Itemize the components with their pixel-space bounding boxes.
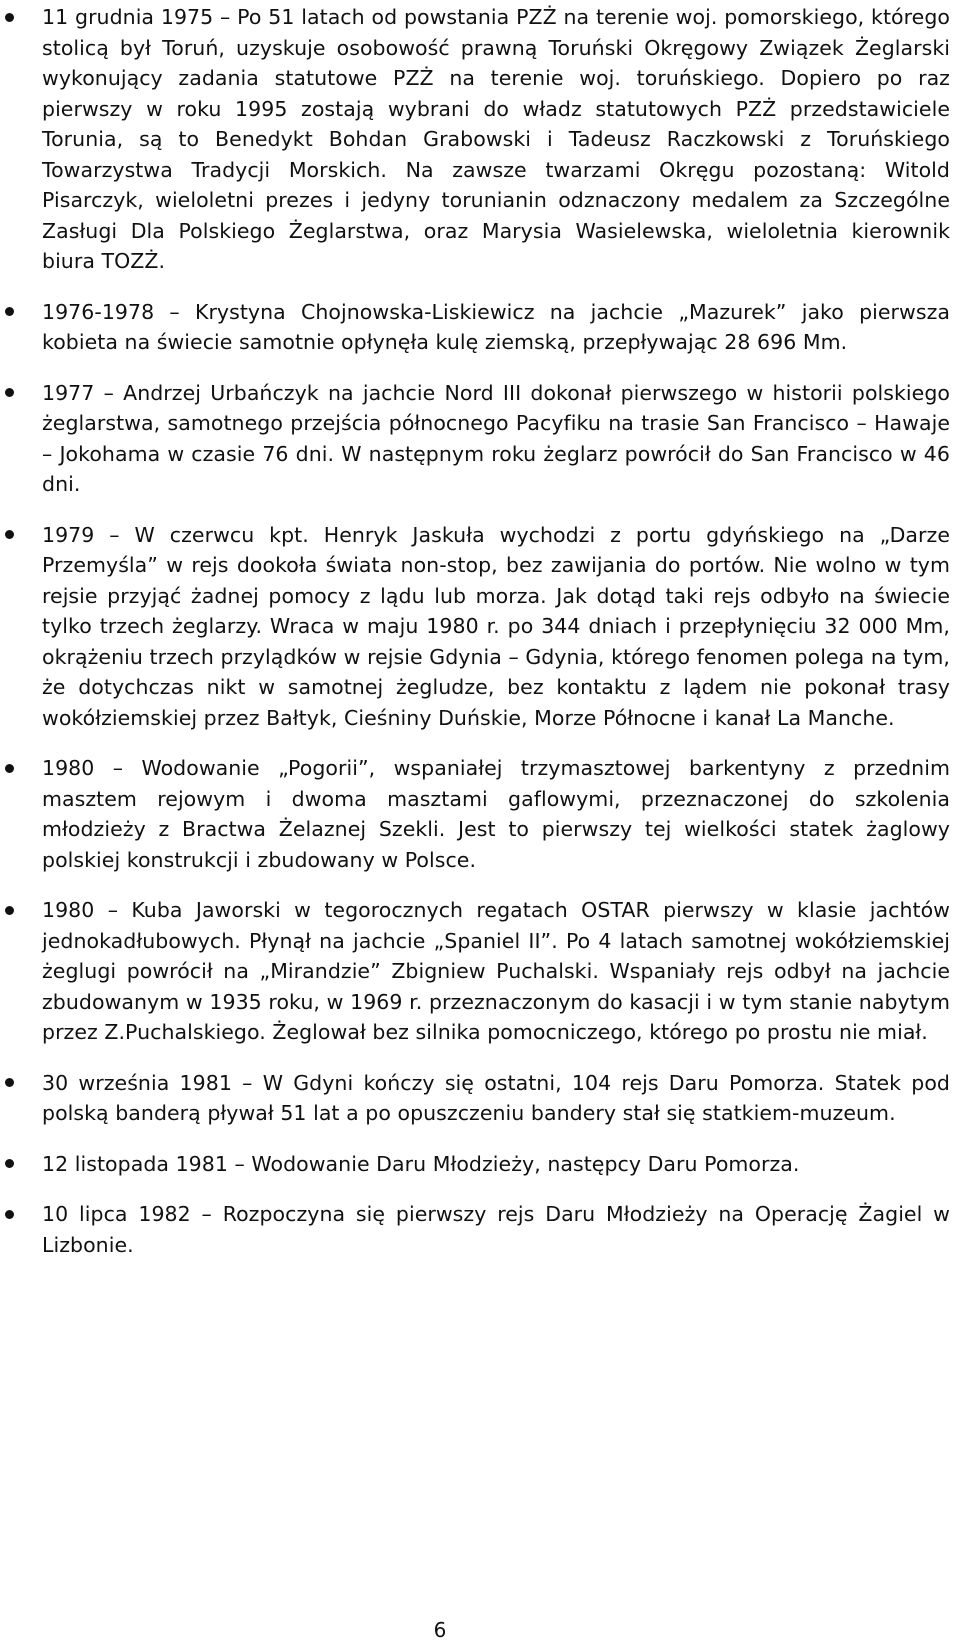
- entry-text: 1980 – Wodowanie „Pogorii”, wspaniałej trzymasztowej barkentyny z przednim masztem rejowym i dwoma masztami gaflowymi, przeznaczonej do szkolenia młodzieży z Bractwa Żelaznej Szekli. Jest to pierwszy tej wielkości statek żaglowy polskiej konstrukcji i zbudowany w Polsce.: [42, 756, 950, 872]
- list-item: [0, 1149, 960, 1180]
- entry-text: 1979 – W czerwcu kpt. Henryk Jaskuła wychodzi z portu gdyńskiego na „Darze Przemyśla” w rejs dookoła świata non-stop, bez zawijania do portów. Nie wolno w tym rejsie przyjąć żadnej pomocy z lądu lub morza. Jak dotąd taki rejs odbyło na świecie tylko trzech żeglarzy. Wraca w maju 1980 r. po 344 dniach i przepłynięciu 32 000 Mm, okrążeniu trzech przylądków w rejsie Gdynia – Gdynia, którego fenomen polega na tym, że dotychczas nikt w samotnej żegludze, bez kontaktu z lądem nie pokonał trasy wokółziemskiej przez Bałtyk, Cieśniny Duńskie, Morze Północne i kanał La Manche.: [42, 522, 950, 730]
- list-item: [0, 2, 960, 277]
- list-item: [0, 753, 960, 875]
- bullet-icon: [2, 2, 16, 33]
- bullet-icon: [2, 297, 16, 328]
- entry-text: 1976-1978 – Krystyna Chojnowska-Liskiewicz na jachcie „Mazurek” jako pierwsza kobieta na świecie samotnie opłynęła kulę ziemską, przepływając 28 696 Mm.: [42, 299, 950, 354]
- entry-text: 1980 – Kuba Jaworski w tegorocznych regatach OSTAR pierwszy w klasie jachtów jednokadłubowych. Płynął na jachcie „Spaniel II”. Po 4 latach samotnej wokółziemskiej żeglugi powrócił na „Mirandzie” Zbigniew Puchalski. Wspaniały rejs odbył na jachcie zbudowanym w 1935 roku, w 1969 r. przeznaczonym do kasacji i w tym stanie nabytym przez Z.Puchalskiego. Żeglował bez silnika pomocniczego, którego po prostu nie miał.: [42, 898, 950, 1044]
- list-item: [0, 378, 960, 500]
- entry-text: 10 lipca 1982 – Rozpoczyna się pierwszy rejs Daru Młodzieży na Operację Żagiel w Lizbonie.: [42, 1202, 950, 1257]
- bullet-icon: [2, 520, 16, 551]
- entry-text: 12 listopada 1981 – Wodowanie Daru Młodzieży, następcy Daru Pomorza.: [42, 1151, 800, 1176]
- list-item: [0, 1199, 960, 1260]
- entry-text: 30 września 1981 – W Gdyni kończy się ostatni, 104 rejs Daru Pomorza. Statek pod polską banderą pływał 51 lat a po opuszczeniu bandery stał się statkiem-muzeum.: [42, 1070, 950, 1125]
- chronology-list: [0, 2, 960, 1280]
- list-item: [0, 895, 960, 1048]
- entry-text: 11 grudnia 1975 – Po 51 latach od powstania PZŻ na terenie woj. pomorskiego, którego stolicą był Toruń, uzyskuje osobowość prawną Toruński Okręgowy Związek Żeglarski wykonujący zadania statutowe PZŻ na terenie woj. toruńskiego. Dopiero po raz pierwszy w roku 1995 zostają wybrani do władz statutowych PZŻ przedstawiciele Torunia, są to Benedykt Bohdan Grabowski i Tadeusz Raczkowski z Toruńskiego Towarzystwa Tradycji Morskich. Na zawsze twarzami Okręgu pozostaną: Witold Pisarczyk, wieloletni prezes i jedyny torunianin odznaczony medalem za Szczególne Zasługi Dla Polskiego Żeglarstwa, oraz Marysia Wasielewska, wieloletnia kierownik biura TOZŻ.: [42, 5, 950, 273]
- bullet-icon: [2, 378, 16, 409]
- list-item: [0, 520, 960, 734]
- bullet-icon: [2, 1199, 16, 1230]
- list-item: [0, 297, 960, 358]
- entry-text: 1977 – Andrzej Urbańczyk na jachcie Nord III dokonał pierwszego w historii polskiego żeglarstwa, samotnego przejścia północnego Pacyfiku na trasie San Francisco – Hawaje – Jokohama w czasie 76 dni. W następnym roku żeglarz powrócił do San Francisco w 46 dni.: [42, 380, 950, 496]
- bullet-icon: [2, 753, 16, 784]
- list-item: [0, 1068, 960, 1129]
- bullet-icon: [2, 1068, 16, 1099]
- page-number: 6: [433, 1618, 447, 1642]
- bullet-icon: [2, 895, 16, 926]
- bullet-icon: [2, 1149, 16, 1180]
